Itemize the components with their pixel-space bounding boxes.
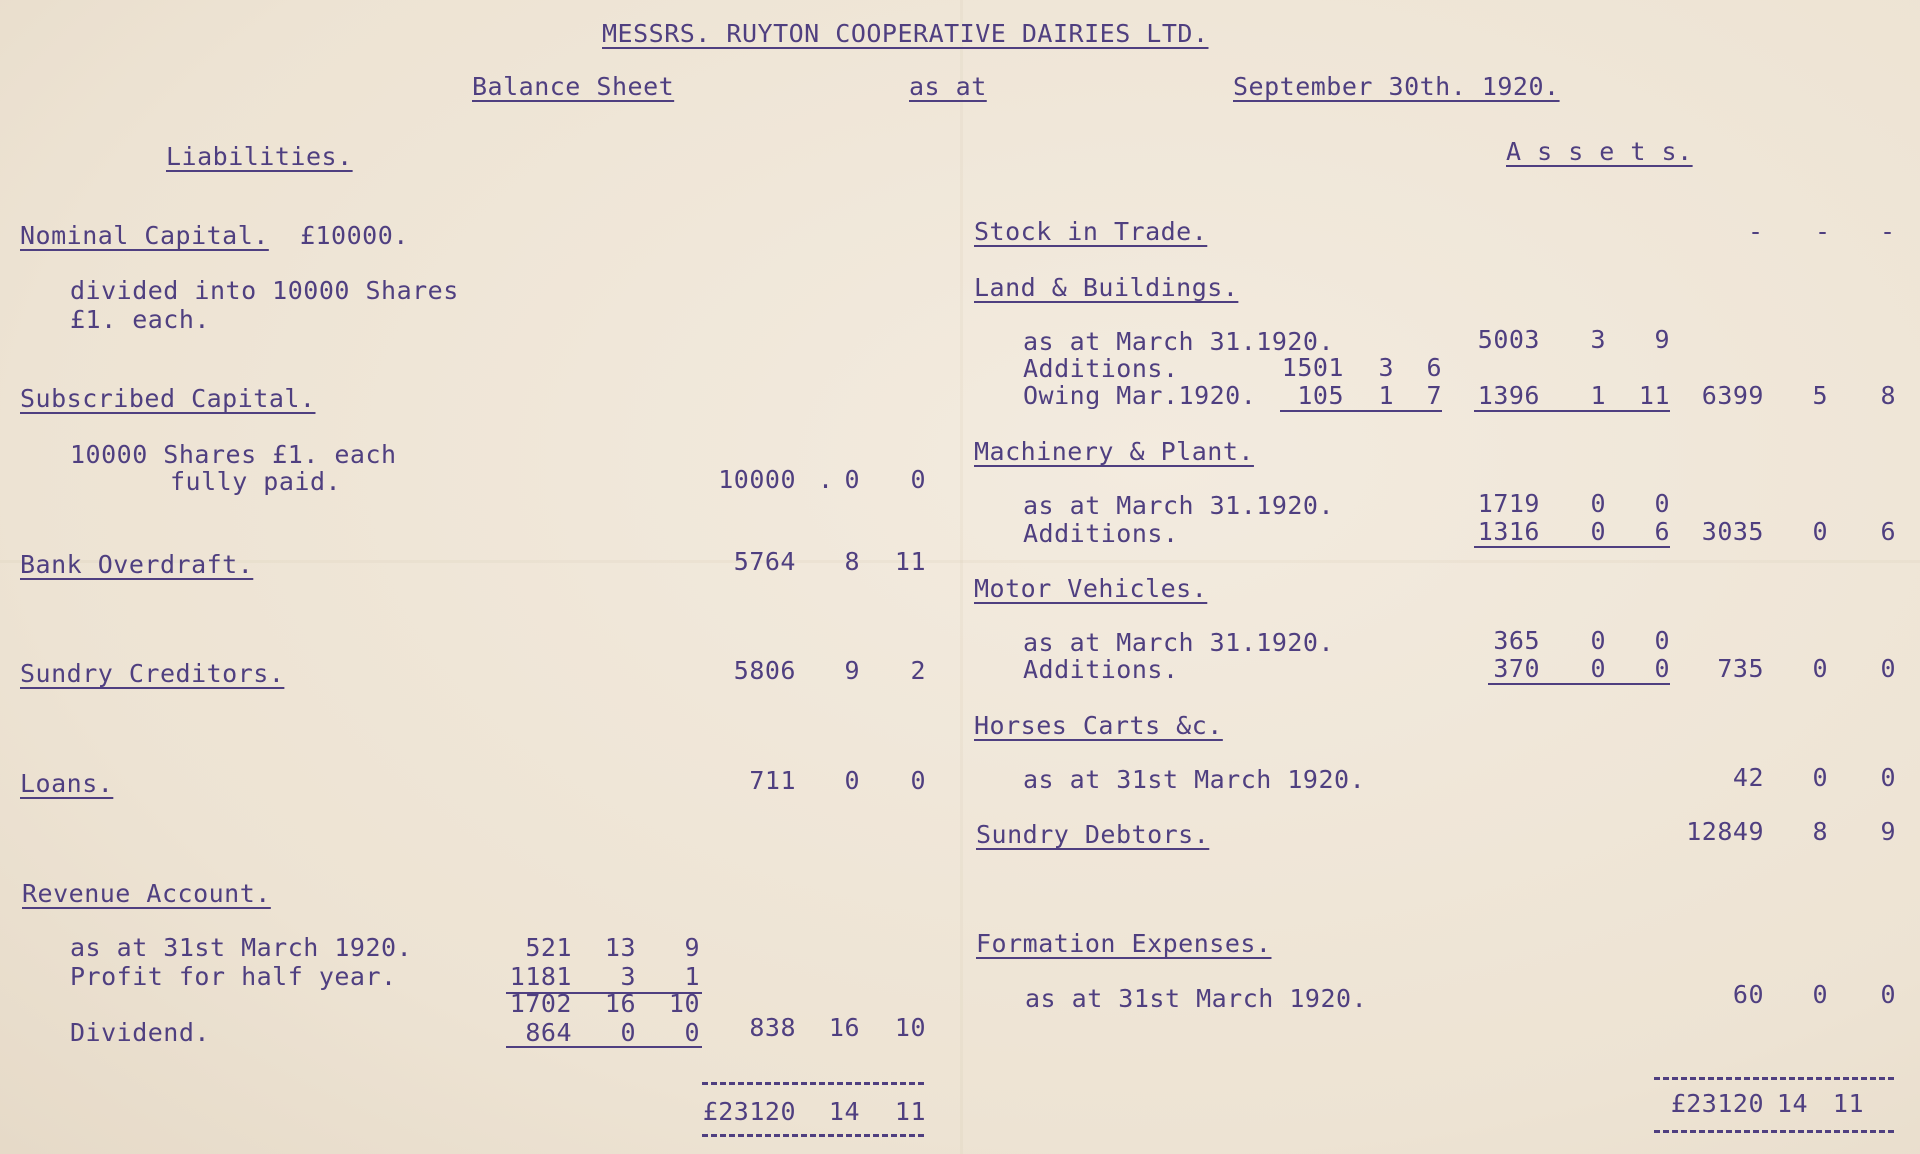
land-row3-shillings: 1 (1378, 381, 1394, 410)
land-row1-label: as at March 31.1920. (1023, 327, 1335, 356)
horses-row1-label: as at 31st March 1920. (1023, 765, 1366, 794)
machinery-row1-label: as at March 31.1920. (1023, 491, 1335, 520)
revenue-row-shillings: 3 (620, 962, 636, 991)
title-date: September 30th. 1920. (1233, 72, 1560, 101)
motor-row2-label: Additions. (1023, 655, 1179, 684)
loans-pounds: 711 (749, 766, 796, 795)
revenue-total-shillings: 16 (828, 1013, 860, 1042)
assets-grand-total-pounds: £23120 (1670, 1089, 1764, 1118)
machinery-total-pounds: 3035 (1701, 517, 1764, 546)
machinery-row2-label: Additions. (1023, 519, 1179, 548)
sundry-debtors-pence: 9 (1880, 817, 1896, 846)
sundry-creditors-pence: 2 (910, 656, 926, 685)
horses-shillings: 0 (1812, 763, 1828, 792)
bank-overdraft-pence: 11 (894, 547, 926, 576)
land-total-pounds: 6399 (1701, 381, 1764, 410)
paper-fold (960, 0, 963, 1154)
assets-total-dash-bottom (1654, 1130, 1894, 1133)
land-row2-shillings: 3 (1378, 353, 1394, 382)
horses-pence: 0 (1880, 763, 1896, 792)
motor-row2-pence: 0 (1654, 654, 1670, 683)
sundry-debtors-shillings: 8 (1812, 817, 1828, 846)
assets-grand-total-pence: 11 (1832, 1089, 1864, 1118)
land-total-pence: 8 (1880, 381, 1896, 410)
land-row1-shillings: 3 (1590, 325, 1606, 354)
revenue-row-pence: 1 (684, 962, 700, 991)
nominal-capital-amount: £10000. (299, 221, 409, 250)
land-row3-label: Owing Mar.1920. (1023, 381, 1257, 410)
machinery-row2-pence: 6 (1654, 517, 1670, 546)
machinery-row1-pounds: 1719 (1477, 489, 1540, 518)
nominal-capital-line2: £1. each. (70, 305, 210, 334)
horses-pounds: 42 (1732, 763, 1764, 792)
liabilities-grand-total-pence: 11 (894, 1097, 926, 1126)
motor-vehicles-label: Motor Vehicles. (974, 574, 1208, 603)
sundry-creditors-pounds: 5806 (733, 656, 796, 685)
loans-label: Loans. (20, 769, 114, 798)
revenue-rule (506, 1046, 702, 1048)
loans-shillings: 0 (844, 766, 860, 795)
revenue-row-pence: 9 (684, 933, 700, 962)
nominal-capital-line1: divided into 10000 Shares (70, 276, 459, 305)
formation-pounds: 60 (1732, 980, 1764, 1009)
revenue-row-shillings: 0 (620, 1018, 636, 1047)
assets-total-dash-top (1654, 1077, 1894, 1080)
machinery-row1-shillings: 0 (1590, 489, 1606, 518)
revenue-row-pounds: 1702 (509, 989, 572, 1018)
revenue-row-pounds: 521 (525, 933, 572, 962)
formation-pence: 0 (1880, 980, 1896, 1009)
machinery-row2-shillings: 0 (1590, 517, 1606, 546)
revenue-row-label: as at 31st March 1920. (70, 933, 413, 962)
liabilities-heading: Liabilities. (166, 142, 353, 171)
motor-total-shillings: 0 (1812, 654, 1828, 683)
title-balance-sheet: Balance Sheet (472, 72, 675, 101)
subscribed-capital-line2: fully paid. (170, 467, 342, 496)
stock-dash: - (1880, 217, 1896, 246)
sundry-creditors-shillings: 9 (844, 656, 860, 685)
machinery-rule (1474, 546, 1670, 548)
subscribed-capital-sep: . (818, 465, 834, 494)
machinery-total-pence: 6 (1880, 517, 1896, 546)
land-row1-pounds: 5003 (1477, 325, 1540, 354)
machinery-plant-label: Machinery & Plant. (974, 437, 1254, 466)
assets-grand-total-shillings: 14 (1776, 1089, 1808, 1118)
company-name: MESSRS. RUYTON COOPERATIVE DAIRIES LTD. (602, 19, 1209, 48)
land-net-pounds: 1396 (1477, 381, 1540, 410)
revenue-row-label: Profit for half year. (70, 962, 397, 991)
machinery-row2-pounds: 1316 (1477, 517, 1540, 546)
stock-in-trade-label: Stock in Trade. (974, 217, 1208, 246)
nominal-capital-row (20, 222, 409, 250)
motor-row2-shillings: 0 (1590, 654, 1606, 683)
motor-rule (1488, 683, 1670, 685)
machinery-total-shillings: 0 (1812, 517, 1828, 546)
subscribed-capital-pounds: 10000 (718, 465, 796, 494)
horses-carts-label: Horses Carts &c. (974, 711, 1223, 740)
liabilities-grand-total-pounds: £23120 (702, 1097, 796, 1126)
machinery-row1-pence: 0 (1654, 489, 1670, 518)
motor-total-pence: 0 (1880, 654, 1896, 683)
liabilities-grand-total-shillings: 14 (828, 1097, 860, 1126)
bank-overdraft-label: Bank Overdraft. (20, 550, 254, 579)
revenue-row-shillings: 16 (604, 989, 636, 1018)
formation-shillings: 0 (1812, 980, 1828, 1009)
revenue-total-pence: 10 (894, 1013, 926, 1042)
land-rule (1280, 410, 1442, 412)
subscribed-capital-pence: 0 (910, 465, 926, 494)
title-as-at: as at (909, 72, 987, 101)
stock-dash: - (1748, 217, 1764, 246)
liabilities-total-dash-bottom (702, 1134, 924, 1137)
subscribed-capital-line1: 10000 Shares £1. each (70, 440, 397, 469)
motor-row1-label: as at March 31.1920. (1023, 628, 1335, 657)
stock-dash: - (1815, 217, 1831, 246)
bank-overdraft-shillings: 8 (844, 547, 860, 576)
loans-pence: 0 (910, 766, 926, 795)
land-row3-pounds: 105 (1297, 381, 1344, 410)
land-net-shillings: 1 (1590, 381, 1606, 410)
revenue-row-pence: 10 (668, 989, 700, 1018)
formation-expenses-label: Formation Expenses. (976, 929, 1272, 958)
revenue-account-label: Revenue Account. (22, 879, 271, 908)
sundry-creditors-label: Sundry Creditors. (20, 659, 285, 688)
revenue-row-shillings: 13 (604, 933, 636, 962)
revenue-row-pounds: 1181 (509, 962, 572, 991)
land-total-shillings: 5 (1812, 381, 1828, 410)
formation-row1-label: as at 31st March 1920. (1025, 984, 1368, 1013)
land-row2-pounds: 1501 (1281, 353, 1344, 382)
sundry-debtors-label: Sundry Debtors. (976, 820, 1210, 849)
revenue-row-label: Dividend. (70, 1018, 210, 1047)
land-row3-pence: 7 (1426, 381, 1442, 410)
motor-row1-pounds: 365 (1493, 626, 1540, 655)
revenue-total-pounds: 838 (749, 1013, 796, 1042)
land-row2-pence: 6 (1426, 353, 1442, 382)
revenue-row-pounds: 864 (525, 1018, 572, 1047)
sundry-debtors-pounds: 12849 (1686, 817, 1764, 846)
bank-overdraft-pounds: 5764 (733, 547, 796, 576)
motor-total-pounds: 735 (1717, 654, 1764, 683)
land-net-pence: 11 (1638, 381, 1670, 410)
subscribed-capital-label: Subscribed Capital. (20, 384, 316, 413)
land-row1-pence: 9 (1654, 325, 1670, 354)
assets-heading: A s s e t s. (1506, 137, 1693, 166)
land-net-rule (1474, 410, 1670, 412)
nominal-capital-label: Nominal Capital. (20, 221, 269, 250)
motor-row1-shillings: 0 (1590, 626, 1606, 655)
land-row2-label: Additions. (1023, 354, 1179, 383)
liabilities-total-dash-top (702, 1082, 924, 1085)
land-buildings-label: Land & Buildings. (974, 273, 1239, 302)
revenue-row-pence: 0 (684, 1018, 700, 1047)
motor-row2-pounds: 370 (1493, 654, 1540, 683)
motor-row1-pence: 0 (1654, 626, 1670, 655)
subscribed-capital-shillings: 0 (844, 465, 860, 494)
